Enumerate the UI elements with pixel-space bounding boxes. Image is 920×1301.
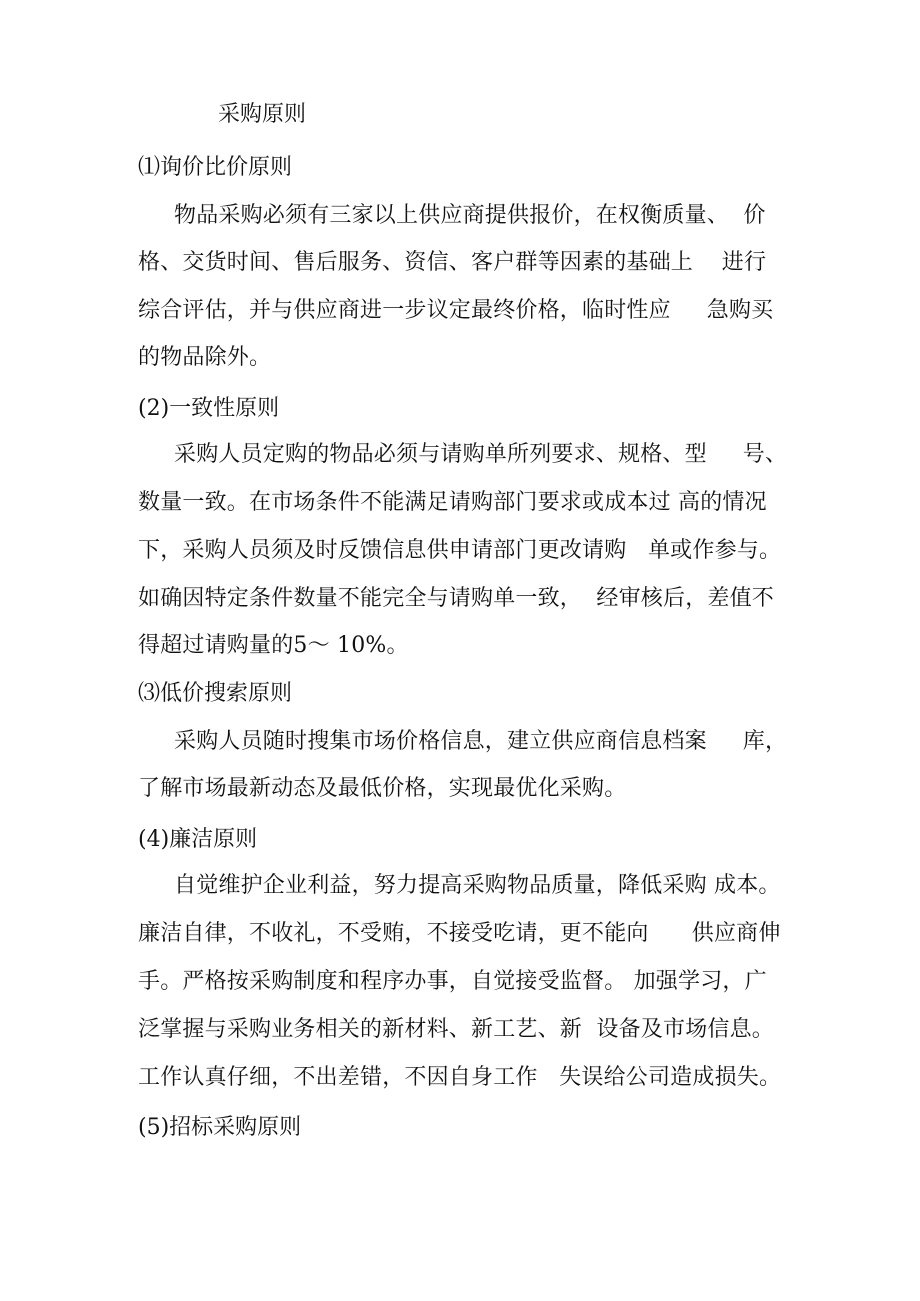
paragraph-line: 如确因特定条件数量不能完全与请购单一致， 经审核后，差值不 [138, 586, 774, 611]
section-heading-2: (2)一致性原则 [138, 396, 280, 421]
paragraph-line: 下，采购人员须及时反馈信息供申请部门更改请购 单或作参与。 [138, 538, 782, 563]
paragraph-line: 自觉维护企业利益，努力提高采购物品质量，降低采购 成本。 [174, 873, 781, 898]
paragraph-line: 手。严格按采购制度和程序办事，自觉接受监督。 加强学习，广 [138, 969, 767, 994]
section-heading-3: ⑶低价搜索原则 [138, 681, 293, 706]
paragraph-line: 数量一致。在市场条件不能满足请购部门要求或成本过 高的情况 [138, 490, 767, 515]
paragraph-line: 得超过请购量的5～ 10%。 [138, 633, 409, 658]
paragraph-line: 物品采购必须有三家以上供应商提供报价，在权衡质量、 价 [174, 203, 766, 228]
paragraph-line: 格、交货时间、售后服务、资信、客户群等因素的基础上 进行 [138, 250, 767, 275]
paragraph-line: 采购人员随时搜集市场价格信息，建立供应商信息档案 库， [174, 729, 788, 754]
section-heading-5: (5)招标采购原则 [138, 1115, 302, 1140]
paragraph-line: 泛掌握与采购业务相关的新材料、新工艺、新 设备及市场信息。 [138, 1017, 774, 1042]
paragraph-line: 工作认真仔细，不出差错，不因自身工作 失误给公司造成损失。 [138, 1065, 782, 1090]
paragraph-line: 了解市场最新动态及最低价格，实现最优化采购。 [138, 776, 627, 801]
paragraph-line: 采购人员定购的物品必须与请购单所列要求、规格、型 号、 [174, 442, 788, 467]
paragraph-line: 的物品除外。 [138, 345, 272, 370]
section-heading-4: (4)廉洁原则 [138, 827, 258, 852]
section-heading-1: ⑴询价比价原则 [138, 155, 293, 180]
paragraph-line: 廉洁自律，不收礼，不受贿，不接受吃请，更不能向 供应商伸 [138, 921, 781, 946]
document-title: 采购原则 [218, 102, 307, 127]
paragraph-line: 综合评估，并与供应商进一步议定最终价格，临时性应 急购买 [138, 298, 774, 323]
